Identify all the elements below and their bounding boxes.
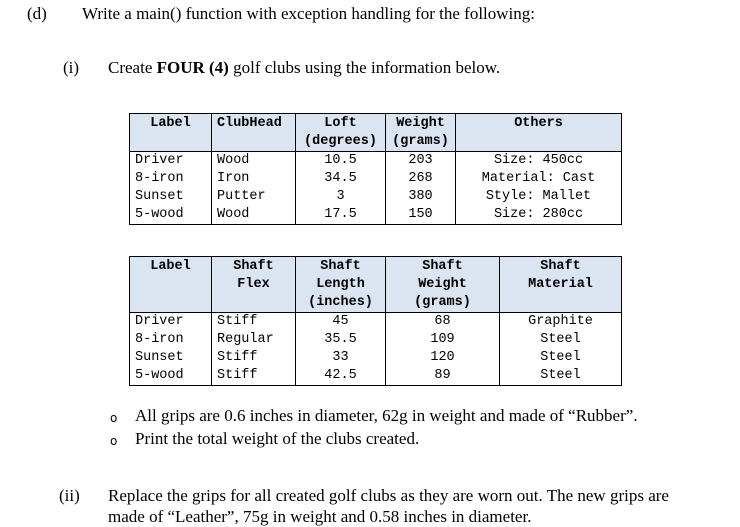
shaft-info-header-text: Shaft [320,259,361,274]
bullet-item: All grips are 0.6 inches in diameter, 62g in weight and made of “Rubber”. [135,406,638,425]
club-info-cell: 3 [296,188,386,206]
shaft-info-cell: 68 [386,313,500,332]
shaft-info-header-text: Material [528,277,593,292]
shaft-info-header-cell [130,257,212,313]
shaft-info-cell: 8-iron [130,331,212,349]
part-d-marker: (d) [27,4,47,23]
club-info-cell: Driver [130,152,212,171]
shaft-info-header-text: Shaft [233,259,274,274]
shaft-info-cell: Sunset [130,349,212,367]
shaft-info-cell: 33 [296,349,386,367]
club-info-cell: Size: 450cc [456,152,622,171]
club-info-header-cell [296,114,386,152]
shaft-info-row [130,331,622,349]
club-info-row [130,206,622,225]
shaft-info-cell: Stiff [212,349,296,367]
part-d-question: Write a main() function with exception handling for the following: [82,4,535,23]
shaft-info-cell: 45 [296,313,386,332]
club-info-cell: Sunset [130,188,212,206]
shaft-info-header-cell [296,257,386,313]
shaft-info-cell: Stiff [212,367,296,386]
bullet-icon: o [110,434,118,448]
shaft-info-header-text: Flex [237,277,270,292]
club-info-cell: 34.5 [296,170,386,188]
part-i-text-after: golf clubs using the information below. [228,58,501,77]
shaft-info-header-cell [212,257,296,313]
club-info-header-text: Label [150,116,191,131]
club-info-header-cell [456,114,622,152]
club-info-header-text: Others [514,116,563,131]
club-info-header-text: Loft [324,116,357,131]
club-info-row [130,170,622,188]
shaft-info-header-text: Shaft [422,259,463,274]
part-i-emphasis: FOUR (4) [156,58,229,77]
shaft-info-cell: Graphite [500,313,622,332]
club-info-cell: Size: 280cc [456,206,622,225]
bullet-icon: o [110,411,118,425]
club-info-row [130,152,622,171]
club-info-header-cell [212,114,296,152]
shaft-info-header-text: (inches) [308,295,373,310]
club-info-header-text: Weight [396,116,445,131]
club-info-cell: 268 [386,170,456,188]
club-info-row [130,188,622,206]
shaft-info-header-row [130,257,622,313]
shaft-info-cell: 89 [386,367,500,386]
club-info-header-text: (grams) [392,134,449,149]
shaft-info-cell: 42.5 [296,367,386,386]
bullet-item: Print the total weight of the clubs created. [135,429,420,448]
shaft-info-header-text: (grams) [414,295,471,310]
shaft-info-header-cell [386,257,500,313]
shaft-info-table [129,256,622,386]
part-i-text-before: Create [108,58,157,77]
shaft-info-row [130,313,622,332]
club-info-cell: 203 [386,152,456,171]
shaft-info-header-cell [500,257,622,313]
shaft-info-cell: 5-wood [130,367,212,386]
club-info-header-text: ClubHead [217,116,282,131]
shaft-info-cell: 120 [386,349,500,367]
shaft-info-cell: Steel [500,331,622,349]
club-info-cell: Wood [212,152,296,171]
club-info-cell: Material: Cast [456,170,622,188]
club-info-cell: 17.5 [296,206,386,225]
club-info-cell: 380 [386,188,456,206]
club-info-cell: 10.5 [296,152,386,171]
part-i-instruction [108,58,500,78]
shaft-info-header-text: Length [316,277,365,292]
club-info-header-row [130,114,622,152]
club-info-table [129,113,622,225]
club-info-cell: Style: Mallet [456,188,622,206]
shaft-info-cell: Regular [212,331,296,349]
club-info-header-cell [130,114,212,152]
shaft-info-cell: Driver [130,313,212,332]
shaft-info-cell: 109 [386,331,500,349]
shaft-info-row [130,367,622,386]
club-info-cell: 8-iron [130,170,212,188]
part-ii-marker: (ii) [59,486,80,505]
shaft-info-body [130,313,622,386]
club-info-cell: Putter [212,188,296,206]
shaft-info-cell: Steel [500,349,622,367]
club-info-header-cell [386,114,456,152]
club-info-body [130,152,622,225]
club-info-cell: 5-wood [130,206,212,225]
shaft-info-row [130,349,622,367]
part-ii-line-1: Replace the grips for all created golf clubs as they are worn out. The new grips are [108,486,669,505]
shaft-info-cell: Steel [500,367,622,386]
shaft-info-cell: 35.5 [296,331,386,349]
club-info-cell: Wood [212,206,296,225]
club-info-cell: Iron [212,170,296,188]
shaft-info-header-text: Shaft [540,259,581,274]
part-i-marker: (i) [63,58,80,77]
shaft-info-header-text: Weight [418,277,467,292]
part-ii-line-2: made of “Leather”, 75g in weight and 0.58 inches in diameter. [108,507,532,526]
club-info-cell: 150 [386,206,456,225]
shaft-info-cell: Stiff [212,313,296,332]
club-info-header-text: (degrees) [304,134,377,149]
shaft-info-header-text: Label [150,259,191,274]
